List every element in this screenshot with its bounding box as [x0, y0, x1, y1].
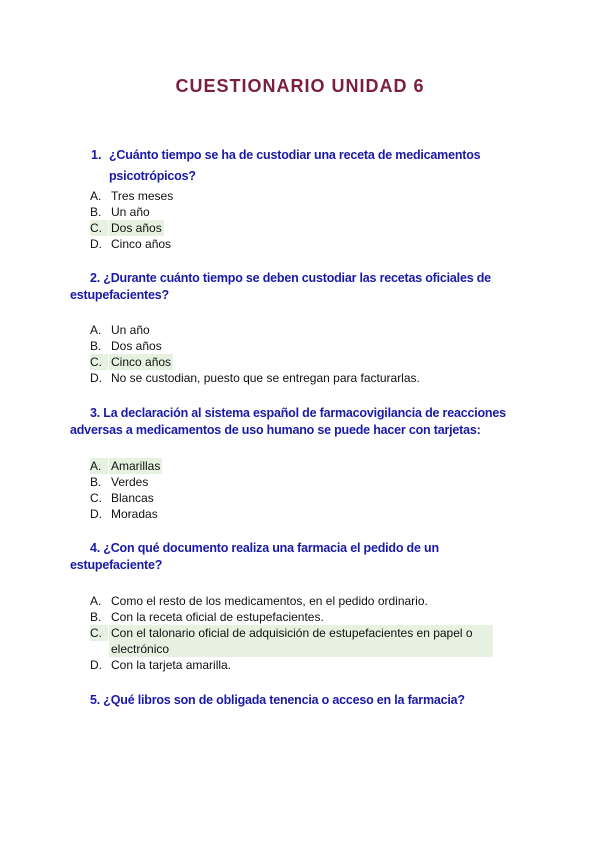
option-text: Con la receta oficial de estupefacientes.: [111, 610, 324, 624]
option-letter: B.: [90, 610, 102, 624]
option-letter: D.: [90, 507, 102, 521]
option-text: Verdes: [111, 475, 149, 489]
option-letter: C.: [90, 625, 108, 641]
option-text: Amarillas: [111, 459, 161, 473]
option-text: Con el talonario oficial de adquisición de estupefacientes en papel o electrónico: [109, 625, 493, 657]
option-text: Un año: [111, 205, 150, 219]
option-text: Como el resto de los medicamentos, en el pedido ordinario.: [111, 594, 428, 608]
question-2-text-line1: 2. ¿Durante cuánto tiempo se deben custodiar las recetas oficiales de: [90, 271, 491, 285]
question-5-text: 5. ¿Qué libros son de obligada tenencia o acceso en la farmacia?: [90, 693, 465, 707]
option-text: Tres meses: [111, 189, 174, 203]
option-letter: B.: [90, 205, 102, 219]
question-3-text-line2: adversas a medicamentos de uso humano se puede hacer con tarjetas:: [70, 423, 481, 437]
option-letter: A.: [90, 189, 102, 203]
option-text: No se custodian, puesto que se entregan para facturarlas.: [111, 371, 420, 385]
option-letter: C.: [90, 220, 108, 236]
option-text: Dos años: [111, 221, 162, 235]
option-letter: B.: [90, 475, 102, 489]
option-letter: A.: [90, 323, 102, 337]
question-1-text-line1: ¿Cuánto tiempo se ha de custodiar una receta de medicamentos: [109, 148, 481, 162]
option-letter: D.: [90, 371, 102, 385]
option-letter: D.: [90, 658, 102, 672]
option-letter: C.: [90, 491, 102, 505]
question-4-text-line1: 4. ¿Con qué documento realiza una farmacia el pedido de un: [90, 541, 439, 555]
page-title: CUESTIONARIO UNIDAD 6: [175, 76, 425, 96]
option-letter: B.: [90, 339, 102, 353]
option-letter: A.: [90, 594, 102, 608]
option-letter: A.: [90, 458, 108, 474]
option-letter: D.: [90, 237, 102, 251]
question-4-text-line2: estupefaciente?: [70, 558, 163, 572]
option-text: Un año: [111, 323, 150, 337]
question-1-number: 1.: [91, 148, 102, 162]
question-1-text-line2: psicotrópicos?: [109, 169, 196, 183]
option-text: Moradas: [111, 507, 158, 521]
option-text: Cinco años: [111, 237, 172, 251]
option-text: Con la tarjeta amarilla.: [111, 658, 232, 672]
question-3-text-line1: 3. La declaración al sistema español de farmacovigilancia de reacciones: [90, 406, 506, 420]
option-text: Blancas: [111, 491, 154, 505]
option-text: Cinco años: [111, 355, 172, 369]
option-text: Dos años: [111, 339, 162, 353]
option-letter: C.: [90, 354, 108, 370]
question-2-text-line2: estupefacientes?: [70, 288, 169, 302]
